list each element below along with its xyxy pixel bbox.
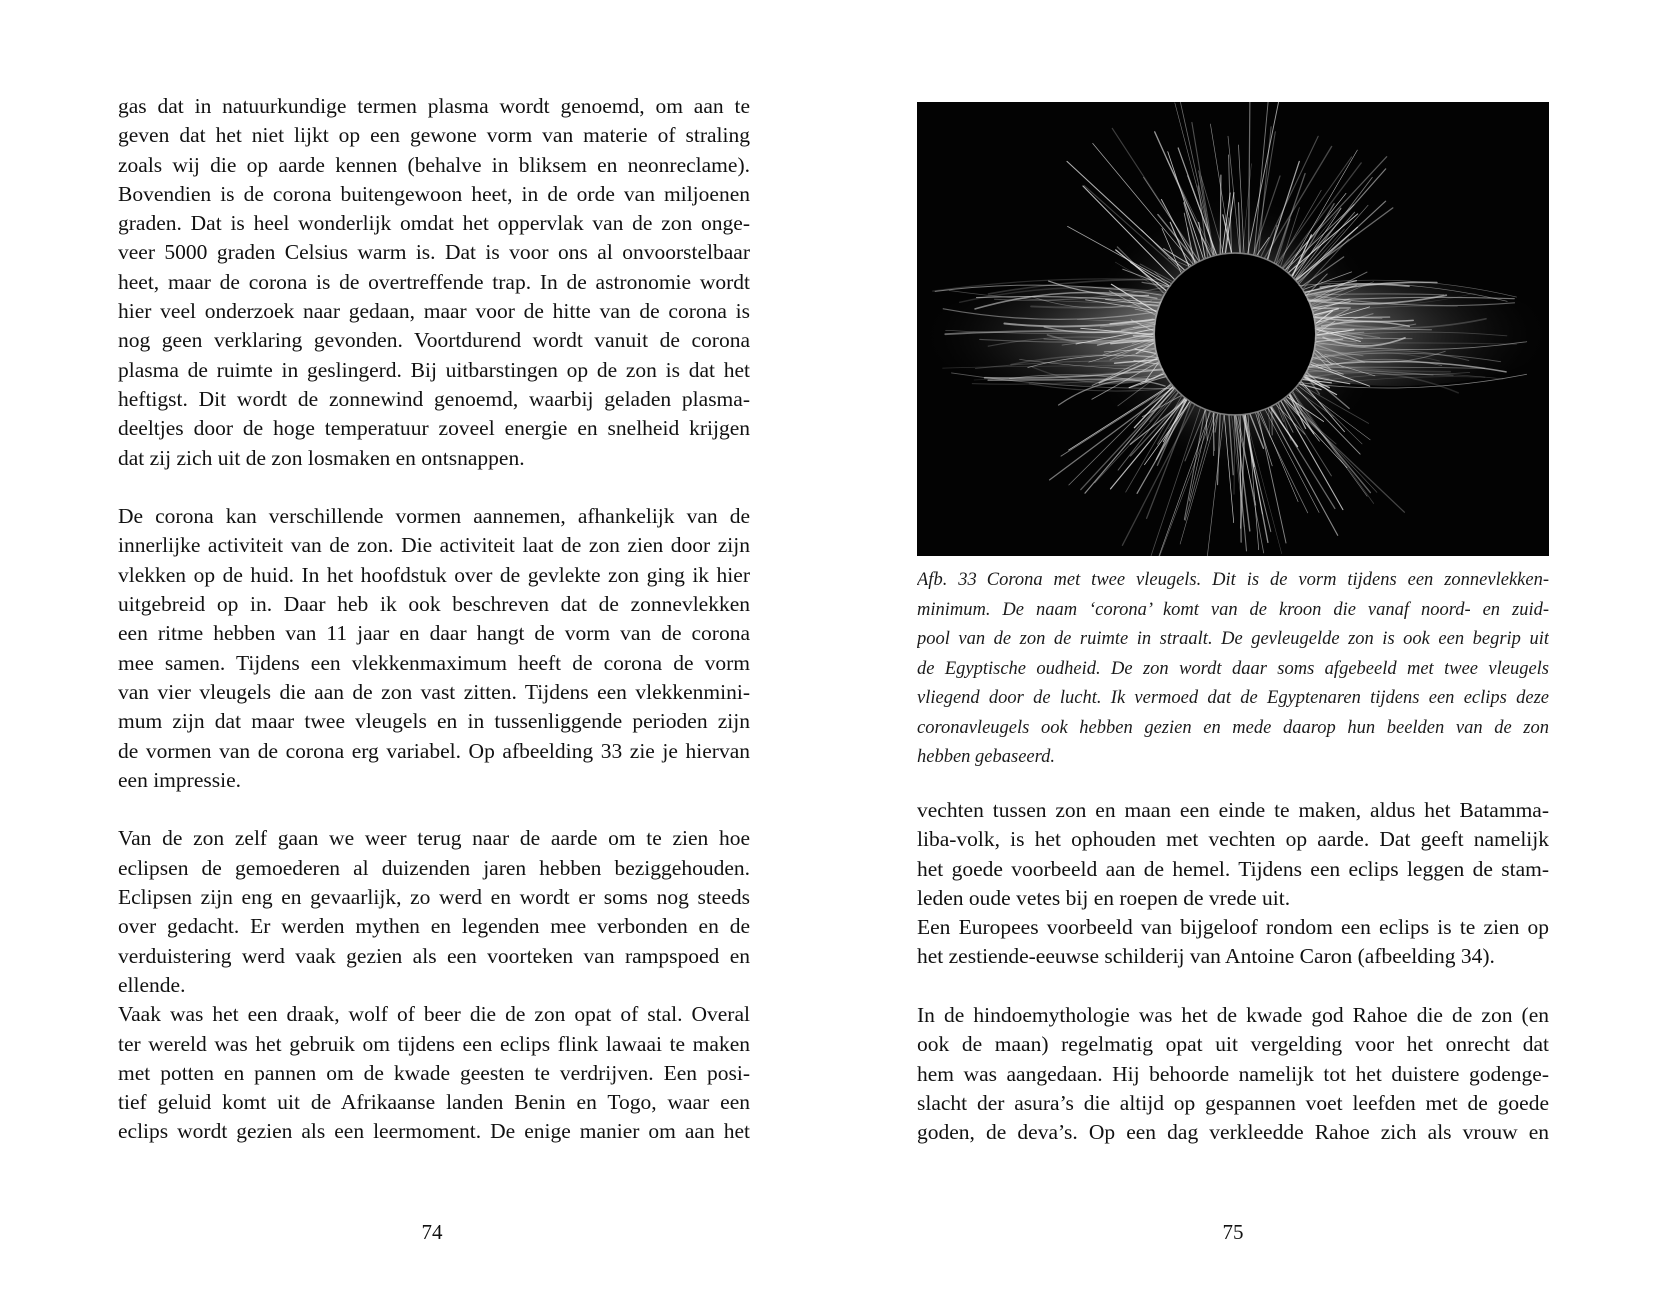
left-body-text [118, 92, 750, 1147]
text-line: slacht der asura’s die altijd op gespannen voet leefden met de goede [917, 1090, 1549, 1115]
right-body-text [917, 796, 1549, 1148]
paragraph-gap [118, 473, 750, 502]
text-line: het goede voorbeeld aan de hemel. Tijdens een eclips leggen de stam- [917, 856, 1549, 881]
text-line: gas dat in natuurkundige termen plasma wordt genoemd, om aan te [118, 94, 750, 118]
text-line: zoals wij die op aarde kennen (behalve in bliksem en neonreclame). [118, 152, 750, 177]
text-line: nog geen verklaring gevonden. Voortdurend wordt vanuit de corona [118, 328, 750, 353]
caption-label: Afb. 33 [917, 570, 977, 590]
text-line: de vormen van de corona erg variabel. Op afbeelding 33 zie je hiervan [118, 738, 750, 763]
text-line: ellende. [118, 972, 186, 997]
text-line: een ritme hebben van 11 jaar en daar hangt de vorm van de corona [118, 621, 750, 646]
caption-line: vliegend door de lucht. Ik vermoed dat de Egyptenaren tijdens een eclips deze [917, 688, 1549, 708]
right-page [827, 0, 1654, 1300]
caption-line [917, 566, 1549, 596]
text-line: mum zijn dat maar twee vleugels en in tussenliggende perioden zijn [118, 709, 750, 734]
caption-line: de Egyptische oudheid. De zon wordt daar soms afgebeeld met twee vleugels [917, 658, 1549, 679]
text-line: Van de zon zelf gaan we weer terug naar de aarde om te zien hoe [118, 826, 750, 851]
text-line: goden, de deva’s. Op een dag verkleedde Rahoe zich als vrouw en [917, 1120, 1549, 1145]
text-line: Een Europees voorbeeld van bijgeloof rondom een eclips is te zien op [917, 915, 1549, 940]
text-line: uitgebreid op in. Daar heb ik ook beschreven dat de zonnevlekken [118, 592, 750, 617]
paragraph-gap [118, 795, 750, 824]
text-line: geven dat het niet lijkt op een gewone vorm van materie of straling [118, 123, 750, 148]
text-line: leden oude vetes bij en roepen de vrede uit. [917, 885, 1291, 910]
text-line: plasma de ruimte in geslingerd. Bij uitbarstingen op de zon is dat het [118, 357, 750, 382]
text-line: vlekken op de huid. In het hoofdstuk over de gevlekte zon ging ik hier [118, 562, 750, 587]
text-line: over gedacht. Er werden mythen en legenden mee verbonden en de [118, 914, 750, 939]
caption-line: pool van de zon de ruimte in straalt. De gevleugelde zon is ook een begrip uit [917, 629, 1549, 649]
corona-ray [1272, 407, 1273, 435]
text-line: dat zij zich uit de zon losmaken en ontsnappen. [118, 445, 525, 470]
text-line: liba-volk, is het ophouden met vechten op aarde. Dat geeft namelijk [917, 827, 1549, 852]
text-line: In de hindoemythologie was het de kwade god Rahoe die de zon (en [917, 1003, 1549, 1028]
text-line: vechten tussen zon en maan een einde te maken, aldus het Batamma- [917, 798, 1549, 822]
text-line: veer 5000 graden Celsius warm is. Dat is voor ons al onvoorstelbaar [118, 240, 750, 265]
text-line: een impressie. [118, 767, 241, 792]
text-line: eclipsen de gemoederen al duizenden jaren hebben beziggehouden. [118, 855, 750, 880]
text-line: ter wereld was het gebruik om tijdens een eclips flink lawaai te maken [118, 1031, 750, 1056]
text-line: met potten en pannen om de kwade geesten te verdrijven. Een posi- [118, 1060, 750, 1085]
text-line: verduistering werd vaak gezien als een voorteken van rampspoed en [118, 943, 750, 968]
page-number: 74 [421, 1220, 443, 1244]
text-line: hem was aangedaan. Hij behoorde namelijk tot het duistere godenge- [917, 1061, 1549, 1086]
text-line: De corona kan verschillende vormen aannemen, afhankelijk van de [118, 504, 750, 529]
text-line: van vier vleugels die aan de zon vast zitten. Tijdens een vlekkenmini- [118, 679, 750, 704]
text-line: hier veel onderzoek naar gedaan, maar voor de hitte van de corona is [118, 299, 750, 324]
caption-line: hebben gebaseerd. [917, 747, 1056, 767]
text-line: tief geluid komt uit de Afrikaanse landen Benin en Togo, waar een [118, 1090, 750, 1115]
caption-line: minimum. De naam ‘corona’ komt van de kroon die vanaf noord- en zuid- [917, 599, 1549, 620]
corona-eclipse-svg [917, 102, 1549, 556]
corona-eclipse-illustration [917, 102, 1549, 556]
caption-text: Corona met twee vleugels. Dit is de vorm tijdens een zonnevlekken- [986, 570, 1549, 590]
text-line: het zestiende-eeuwse schilderij van Antoine Caron (afbeelding 34). [917, 944, 1495, 969]
text-line: mee samen. Tijdens een vlekkenmaximum heeft de corona de vorm [118, 650, 750, 675]
text-line: Bovendien is de corona buitengewoon heet, in de orde van miljoenen [118, 181, 750, 206]
figure-caption [917, 566, 1549, 773]
text-line: graden. Dat is heel wonderlijk omdat het oppervlak van de zon onge- [118, 211, 750, 236]
page-number: 75 [1222, 1220, 1244, 1244]
text-line: Eclipsen zijn eng en gevaarlijk, zo werd en wordt er soms nog steeds [118, 885, 750, 910]
text-line: Vaak was het een draak, wolf of beer die de zon opat of stal. Overal [118, 1002, 750, 1027]
text-line: heet, maar de corona is de overtreffende trap. In de astronomie wordt [118, 269, 750, 294]
text-line: heftigst. Dit wordt de zonnewind genoemd, waarbij geladen plasma- [118, 386, 750, 411]
text-line: ook de maan) regelmatig opat uit vergelding voor het onrecht dat [917, 1032, 1549, 1057]
text-line: deeltjes door de hoge temperatuur zoveel energie en snelheid krijgen [118, 416, 750, 441]
text-line: eclips wordt gezien als een leermoment. De enige manier om aan het [118, 1119, 750, 1144]
caption-line: coronavleugels ook hebben gezien en mede daarop hun beelden van de zon [917, 717, 1549, 738]
paragraph-gap [917, 972, 1549, 1001]
text-line: innerlijke activiteit van de zon. Die activiteit laat de zon zien door zijn [118, 533, 750, 558]
